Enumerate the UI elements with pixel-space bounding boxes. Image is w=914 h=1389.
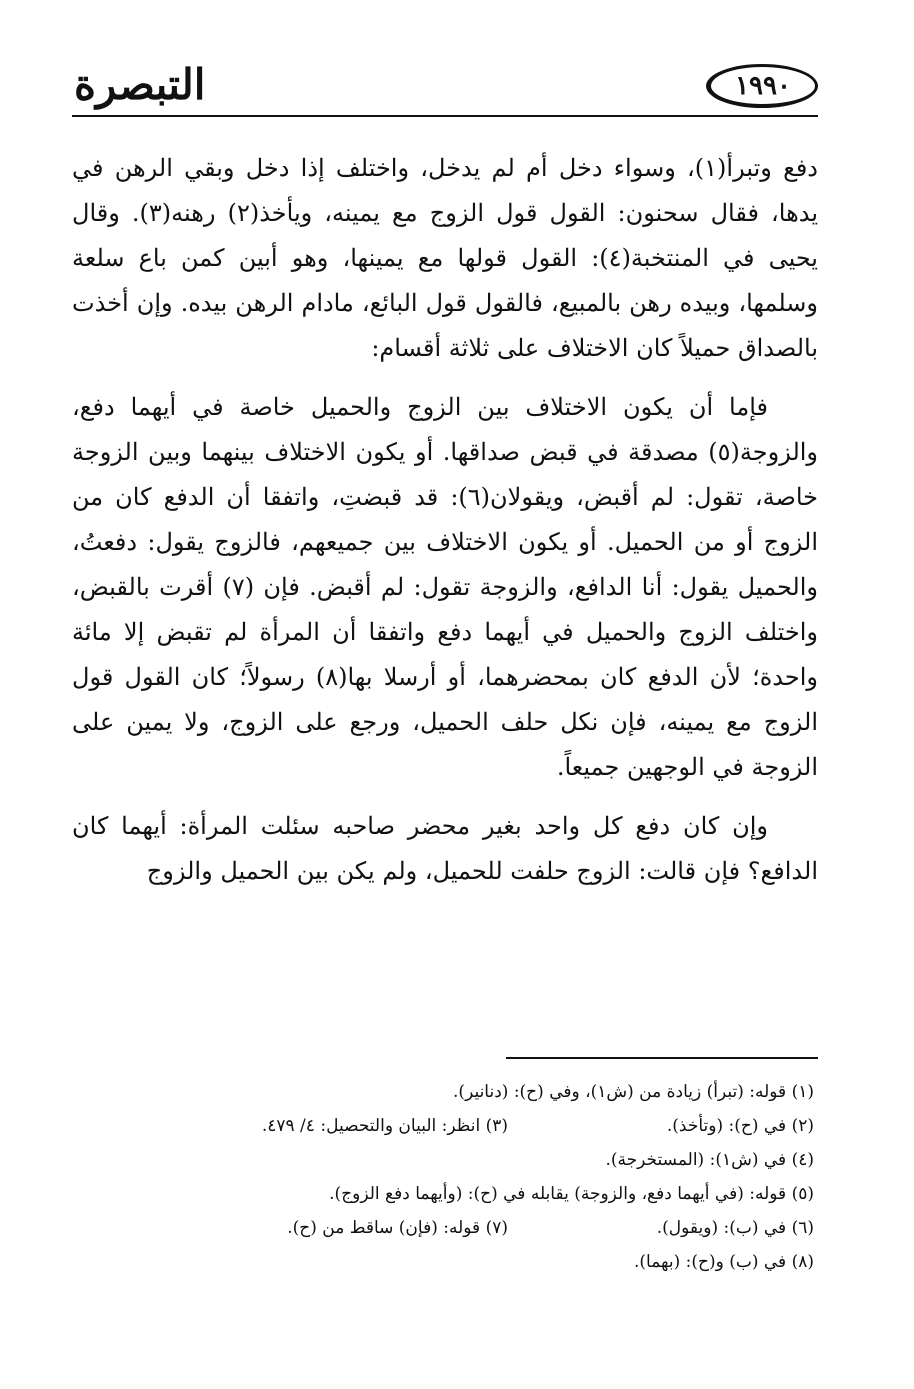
footnote-row [72, 1075, 814, 1109]
footnote-6: (٦) في (ب): (ويقول). [656, 1218, 814, 1238]
footnote-3: (٣) انظر: البيان والتحصيل: ٤/ ٤٧٩. [261, 1116, 508, 1136]
footnote-8: (٨) في (ب) و(ح): (بهما). [633, 1252, 814, 1272]
page-number-oval [706, 64, 818, 108]
footnote-1: (١) قوله: (تبرأ) زيادة من (ش١)، وفي (ح): (دنانير). [453, 1082, 814, 1102]
footnote-row [72, 1143, 814, 1177]
page-header [72, 58, 818, 128]
paragraph-1: دفع وتبرأ(١)، وسواء دخل أم لم يدخل، واختلف إذا دخل وبقي الرهن في يدها، فقال سحنون: القول قول الزوج مع يمينه، ويأخذ(٢) رهنه(٣). وقال يحيى في المنتخبة(٤): القول قولها مع يمينها، وهو أبين كمن باع سلعة وسلمها، وبيده رهن بالمبيع، فالقول قول البائع، مادام الرهن بيده. وإن أخذت بالصداق حميلاً كان الاختلاف على ثلاثة أقسام: [72, 154, 819, 362]
header-rule [72, 115, 818, 117]
footnotes [72, 1075, 814, 1279]
footnote-separator [506, 1057, 818, 1059]
footnote-row [72, 1245, 814, 1279]
footnote-7: (٧) قوله: (فإن) ساقط من (ح). [287, 1218, 508, 1238]
footnote-4: (٤) في (ش١): (المستخرجة). [605, 1150, 814, 1170]
footnote-5: (٥) قوله: (في أيهما دفع، والزوجة) يقابله في (ح): (وأيهما دفع الزوج). [329, 1184, 814, 1204]
footnote-2: (٢) في (ح): (وتأخذ). [666, 1116, 814, 1136]
footnote-row [72, 1109, 814, 1143]
paragraph-2: فإما أن يكون الاختلاف بين الزوج والحميل خاصة في أيهما دفع، والزوجة(٥) مصدقة في قبض صداقها. أو يكون الاختلاف بينهما وبين الزوجة خاصة، تقول: لم أقبض، ويقولان(٦): قد قبضتِ، واتفقا أن الدفع كان من الزوج أو من الحميل. أو يكون الاختلاف بين جميعهم، فالزوج يقول: دفعتُ، والحميل يقول: أنا الدافع، والزوجة تقول: لم أقبض. فإن (٧) أقرت بالقبض، واختلف الزوج والحميل في أيهما دفع واتفقا أن المرأة لم تقبض إلا مائة واحدة؛ لأن الدفع كان بمحضرهما، أو أرسلا بها(٨) رسولاً؛ كان القول قول الزوج مع يمينه، فإن نكل حلف الحميل، ورجع على الزوج، ولا يمين على الزوجة في الوجهين جميعاً. [72, 393, 819, 781]
paragraph-3: وإن كان دفع كل واحد بغير محضر صاحبه سئلت المرأة: أيهما كان الدافع؟ فإن قالت: الزوج حلفت للحميل، ولم يكن بين الحميل والزوج [72, 812, 818, 885]
page-number: ١٩٩٠ [735, 70, 791, 101]
footnote-row [72, 1211, 814, 1245]
book-title: التبصرة [74, 60, 206, 109]
footnote-row [72, 1177, 814, 1211]
main-text [72, 146, 818, 894]
